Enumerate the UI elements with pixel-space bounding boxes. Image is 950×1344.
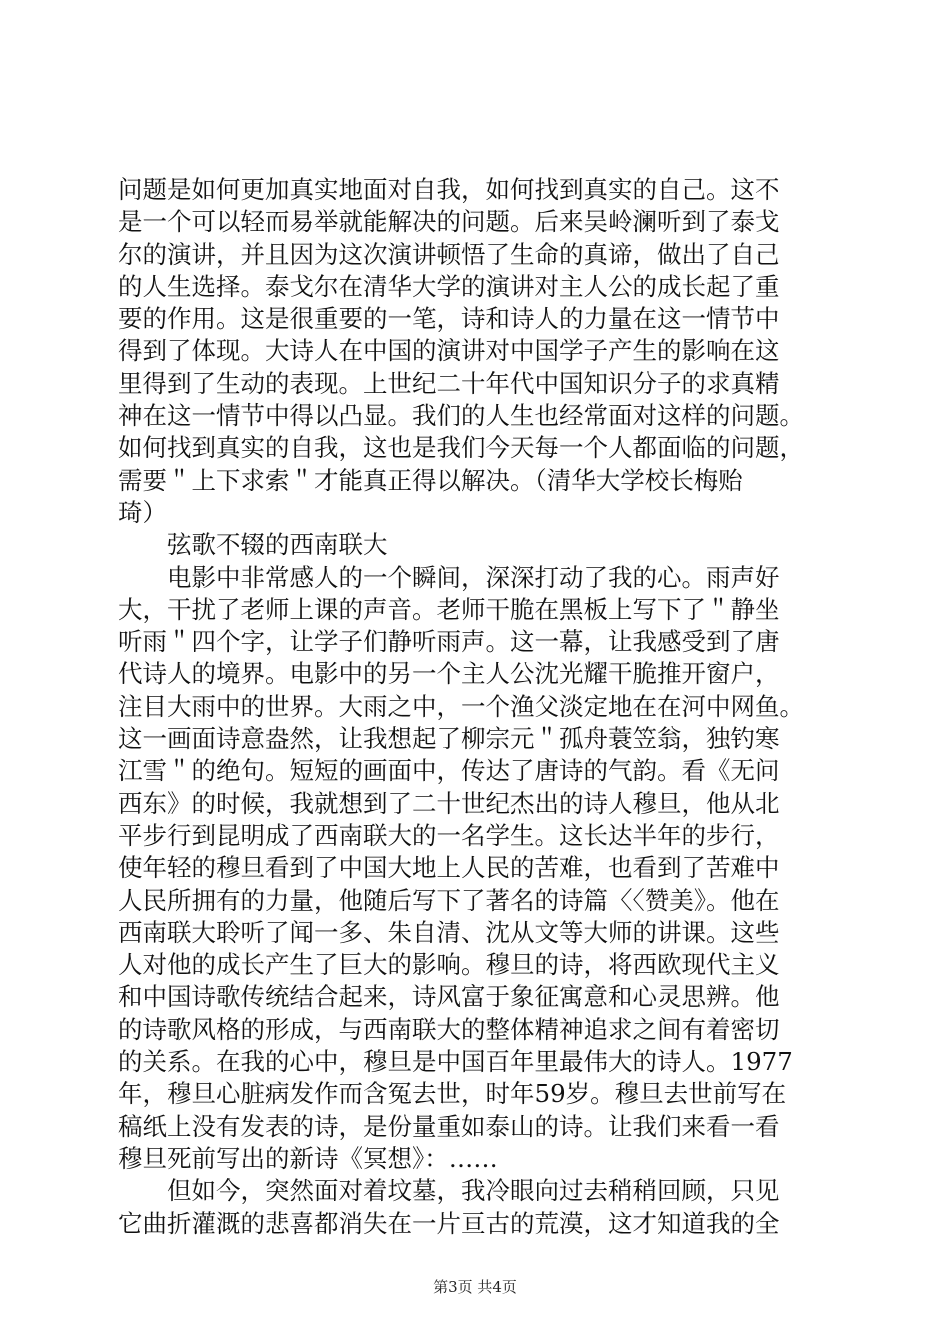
text-line: 得到了体现。大诗人在中国的演讲对中国学子产生的影响在这 [118,336,780,366]
text-line: 西南联大聆听了闻一多、朱自清、沈从文等大师的讲课。这些 [118,917,780,947]
text-line: 的诗歌风格的形成，与西南联大的整体精神追求之间有着密切 [118,1014,780,1044]
text-line: 是一个可以轻而易举就能解决的问题。后来吴岭澜听到了泰戈 [118,207,780,237]
text-line: 听雨＂四个字，让学子们静听雨声。这一幕，让我感受到了唐 [118,627,780,657]
text-line: 平步行到昆明成了西南联大的一名学生。这长达半年的步行， [118,820,780,850]
text-line: 这一画面诗意盎然，让我想起了柳宗元＂孤舟蓑笠翁，独钓寒 [118,724,780,754]
text-line: 的关系。在我的心中，穆旦是中国百年里最伟大的诗人。1977 [118,1047,793,1077]
text-line: 琦） [118,497,167,527]
text-line: 年，穆旦心脏病发作而含冤去世，时年59岁。穆旦去世前写在 [118,1079,787,1109]
section-heading: 弦歌不辍的西南联大 [118,530,388,560]
text-line: 里得到了生动的表现。上世纪二十年代中国知识分子的求真精 [118,368,780,398]
text-line: 问题是如何更加真实地面对自我，如何找到真实的自己。这不 [118,175,780,204]
text-line: 使年轻的穆旦看到了中国大地上人民的苦难，也看到了苦难中 [118,853,780,883]
text-line: 西东》的时候，我就想到了二十世纪杰出的诗人穆旦，他从北 [118,788,780,818]
text-line: 尔的演讲，并且因为这次演讲顿悟了生命的真谛，做出了自己 [118,239,780,269]
text-line: 需要＂上下求索＂才能真正得以解决。（清华大学校长梅贻 [118,465,743,495]
text-line: 和中国诗歌传统结合起来，诗风富于象征寓意和心灵思辨。他 [118,982,780,1012]
text-line: 如何找到真实的自我，这也是我们今天每一个人都面临的问题， [118,433,804,463]
text-line: 人民所拥有的力量，他随后写下了著名的诗篇〈〈赞美》。他在 [118,885,780,915]
text-line: 但如今，突然面对着坟墓，我冷眼向过去稍稍回顾，只见 [118,1176,780,1206]
page-number: 第3页 共4页 [433,1278,517,1296]
text-line: 神在这一情节中得以凸显。我们的人生也经常面对这样的问题。 [118,401,804,431]
text-line: 江雪＂的绝句。短短的画面中，传达了唐诗的气韵。看《无问 [118,756,780,786]
text-line: 它曲折灌溉的悲喜都消失在一片亘古的荒漠，这才知道我的全 [118,1208,780,1238]
text-line: 注目大雨中的世界。大雨之中，一个渔父淡定地在在河中网鱼。 [118,691,804,721]
text-line: 代诗人的境界。电影中的另一个主人公沈光耀干脆推开窗户， [118,659,780,689]
text-line: 要的作用。这是很重要的一笔，诗和诗人的力量在这一情节中 [118,304,780,334]
document-body [118,174,838,1240]
text-line: 的人生选择。泰戈尔在清华大学的演讲对主人公的成长起了重 [118,271,780,301]
text-line: 大，干扰了老师上课的声音。老师干脆在黑板上写下了＂静坐 [118,594,780,624]
text-line: 穆旦死前写出的新诗《冥想》：…… [118,1143,498,1173]
text-line: 电影中非常感人的一个瞬间，深深打动了我的心。雨声好 [118,562,780,592]
text-line: 稿纸上没有发表的诗，是份量重如泰山的诗。让我们来看一看 [118,1111,780,1141]
text-line: 人对他的成长产生了巨大的影响。穆旦的诗，将西欧现代主义 [118,950,780,980]
